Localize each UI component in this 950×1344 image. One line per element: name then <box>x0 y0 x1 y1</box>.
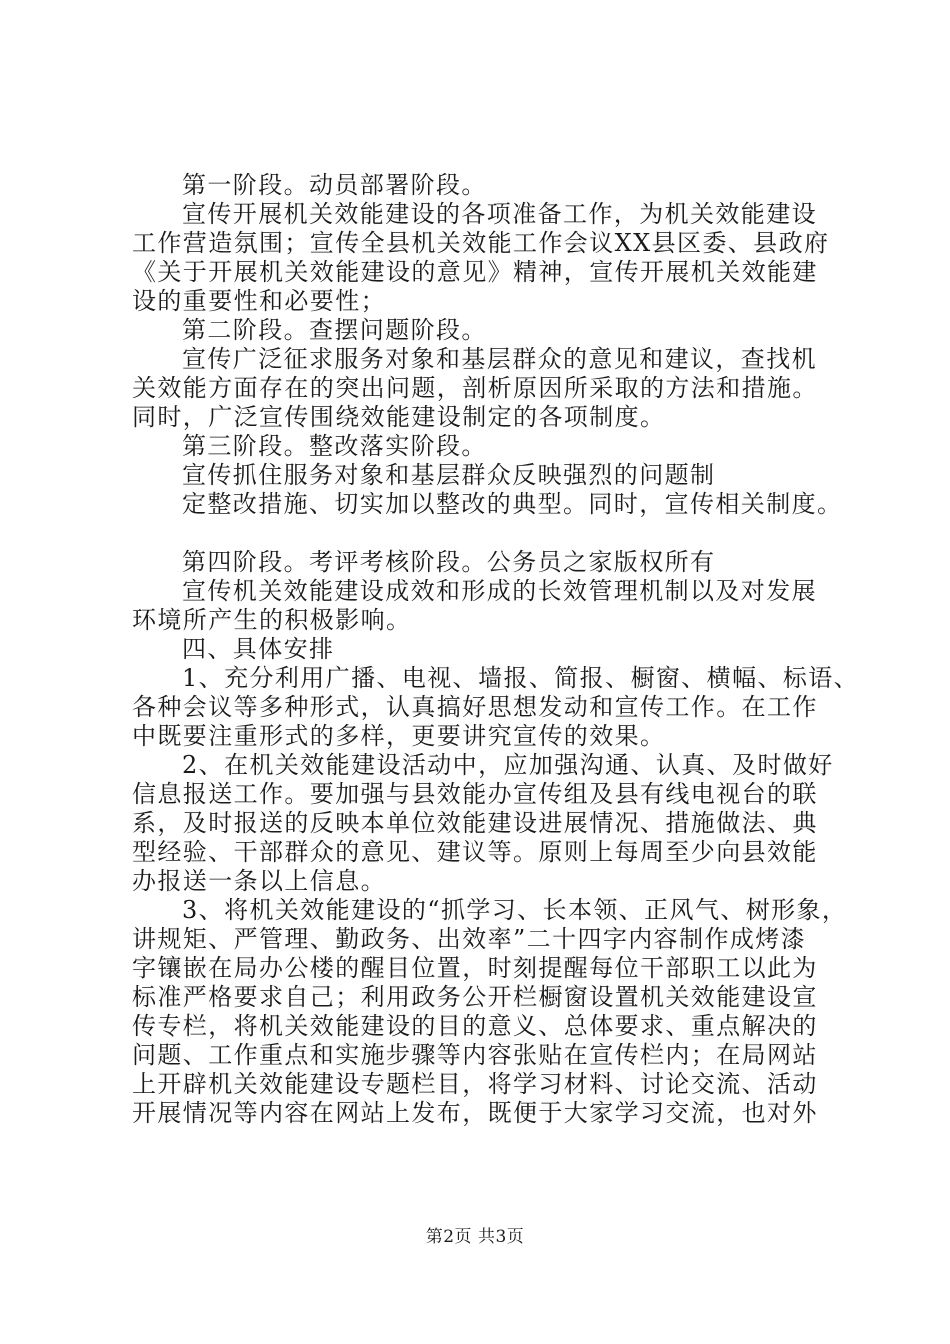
text-line: 各种会议等多种形式，认真搞好思想发动和宣传工作。在工作 <box>132 693 818 721</box>
text-line: 宣传机关效能建设成效和形成的长效管理机制以及对发展 <box>182 577 817 605</box>
text-line: 宣传开展机关效能建设的各项准备工作，为机关效能建设 <box>182 200 817 228</box>
text-line: 问题、工作重点和实施步骤等内容张贴在宣传栏内；在局网站 <box>132 1041 818 1069</box>
text-line: 型经验、干部群众的意见、建议等。原则上每周至少向县效能 <box>132 838 818 866</box>
document-body <box>132 171 860 1128</box>
text-line: 环境所产生的积极影响。 <box>132 606 412 634</box>
text-line: 定整改措施、切实加以整改的典型。同时，宣传相关制度。 <box>182 490 843 518</box>
text-line: 四、具体安排 <box>182 635 335 663</box>
text-line: 关效能方面存在的突出问题，剖析原因所采取的方法和措施。 <box>132 374 818 402</box>
text-line: 办报送一条以上信息。 <box>132 867 386 895</box>
text-line: 宣传抓住服务对象和基层群众反映强烈的问题制 <box>182 461 716 489</box>
text-line: 2、在机关效能建设活动中，应加强沟通、认真、及时做好 <box>182 751 834 779</box>
text-line: 开展情况等内容在网站上发布，既便于大家学习交流，也对外 <box>132 1099 818 1127</box>
text-line: 第一阶段。动员部署阶段。 <box>182 171 487 199</box>
text-line: 1、充分利用广播、电视、墙报、简报、橱窗、横幅、标语、 <box>182 664 860 692</box>
text-line: 讲规矩、严管理、勤政务、出效率”二十四字内容制作成烤漆 <box>132 925 807 953</box>
text-line: 3、将机关效能建设的“抓学习、长本领、正风气、树形象， <box>182 896 848 924</box>
text-line: 标准严格要求自己；利用政务公开栏橱窗设置机关效能建设宣 <box>132 983 818 1011</box>
text-line: 字镶嵌在局办公楼的醒目位置，时刻提醒每位干部职工以此为 <box>132 954 818 982</box>
text-line: 中既要注重形式的多样，更要讲究宣传的效果。 <box>132 722 666 750</box>
text-line: 上开辟机关效能建设专题栏目，将学习材料、讨论交流、活动 <box>132 1070 818 1098</box>
text-line: 第三阶段。整改落实阶段。 <box>182 432 487 460</box>
text-line: 同时，广泛宣传围绕效能建设制定的各项制度。 <box>132 403 666 431</box>
text-line: 《关于开展机关效能建设的意见》精神，宣传开展机关效能建 <box>132 258 818 286</box>
text-line: 设的重要性和必要性； <box>132 287 386 315</box>
text-line: 系，及时报送的反映本单位效能建设进展情况、措施做法、典 <box>132 809 818 837</box>
text-line: 第二阶段。查摆问题阶段。 <box>182 316 487 344</box>
text-line: 传专栏，将机关效能建设的目的意义、总体要求、重点解决的 <box>132 1012 818 1040</box>
paragraph-gap <box>132 519 852 548</box>
text-line: 信息报送工作。要加强与县效能办宣传组及县有线电视台的联 <box>132 780 818 808</box>
page-footer: 第2页 共3页 <box>425 1227 525 1247</box>
text-line: 第四阶段。考评考核阶段。公务员之家版权所有 <box>182 548 716 576</box>
text-line: 工作营造氛围；宣传全县机关效能工作会议XX县区委、县政府 <box>132 229 830 257</box>
text-line: 宣传广泛征求服务对象和基层群众的意见和建议，查找机 <box>182 345 817 373</box>
